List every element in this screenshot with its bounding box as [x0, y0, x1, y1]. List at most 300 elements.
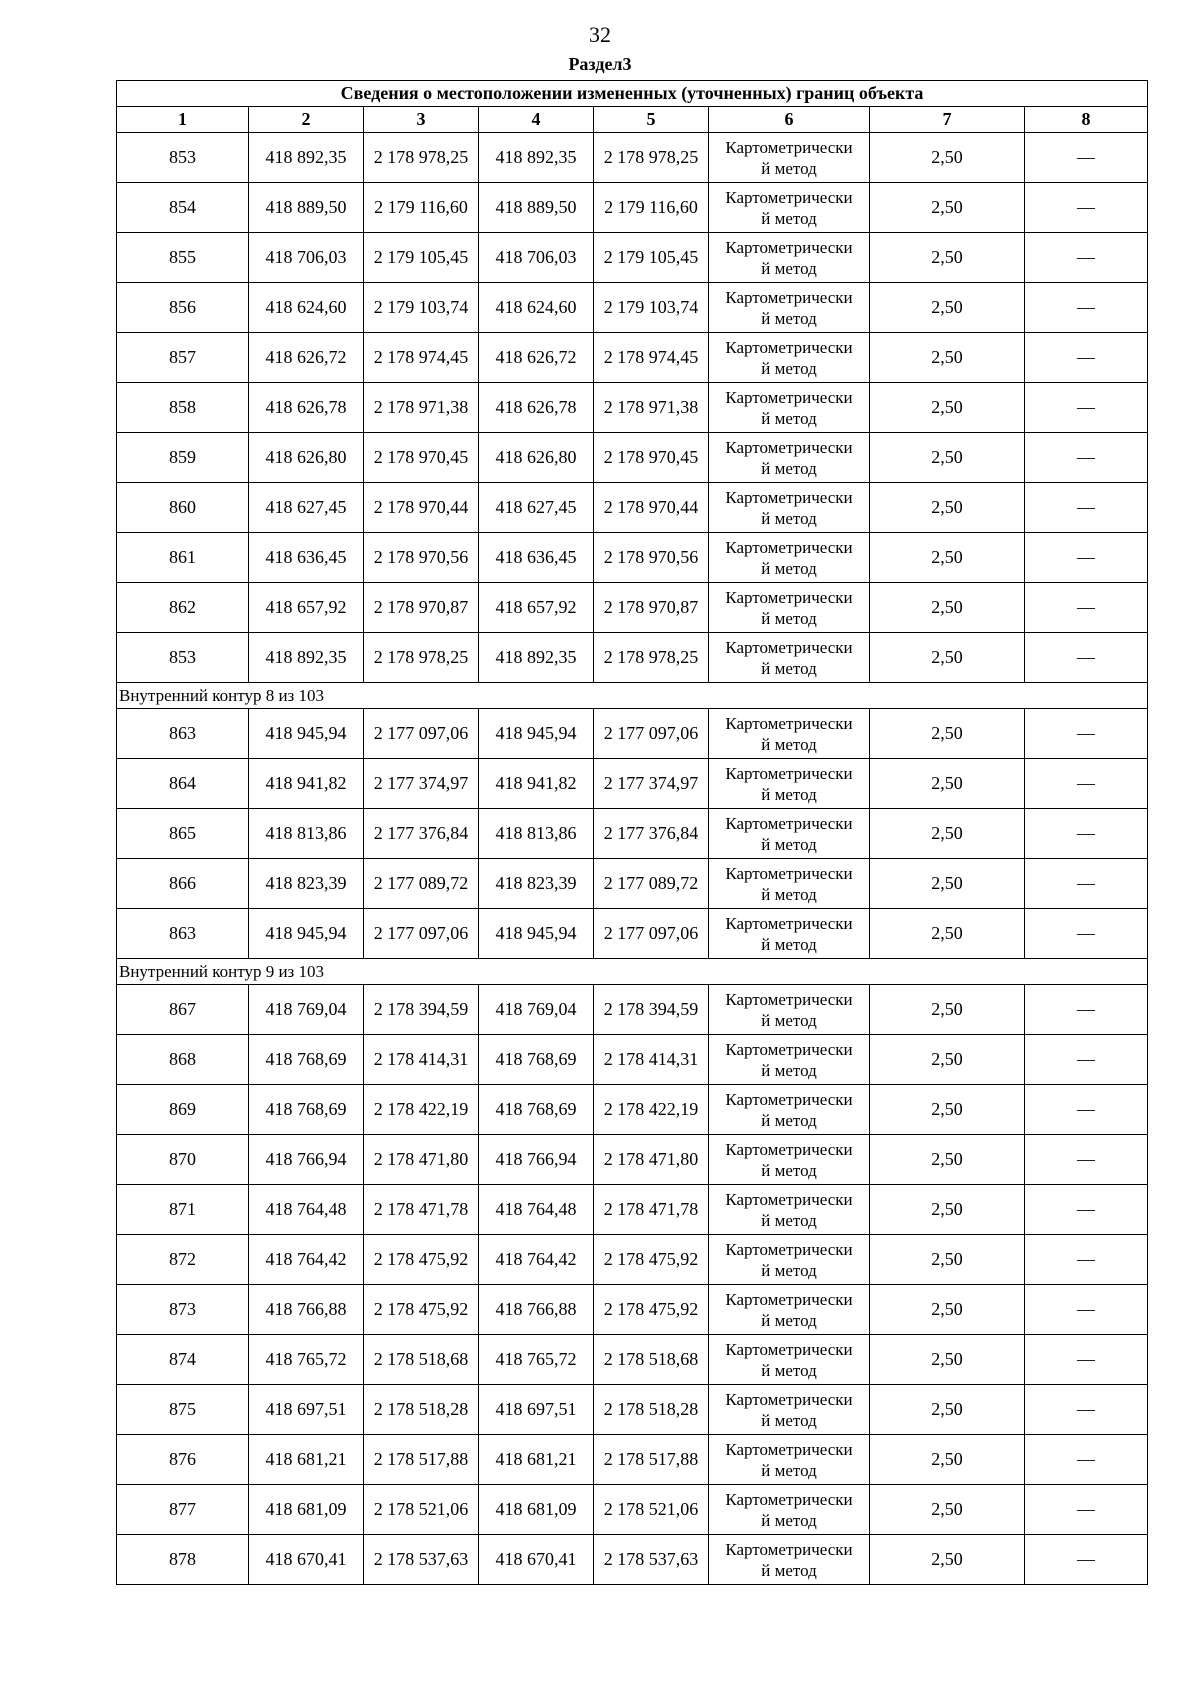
existing-x-cell: 418 697,51	[249, 1385, 364, 1435]
point-number-cell: 862	[117, 583, 249, 633]
accuracy-cell: 2,50	[870, 183, 1025, 233]
refined-x-cell: 418 670,41	[479, 1535, 594, 1585]
column-number: 5	[594, 107, 709, 133]
refined-x-cell: 418 823,39	[479, 859, 594, 909]
method-cell	[709, 233, 870, 283]
method-text-line1: Картометрически	[725, 237, 853, 257]
refined-x-cell: 418 627,45	[479, 483, 594, 533]
method-text-line1: Картометрически	[725, 813, 853, 833]
refined-x-cell: 418 945,94	[479, 909, 594, 959]
existing-y-cell: 2 178 970,56	[364, 533, 479, 583]
existing-x-cell: 418 706,03	[249, 233, 364, 283]
boundary-coordinates-table	[116, 80, 1148, 1585]
method-text-line2: й метод	[761, 884, 817, 904]
refined-y-cell: 2 178 518,28	[594, 1385, 709, 1435]
refined-y-cell: 2 178 422,19	[594, 1085, 709, 1135]
existing-y-cell: 2 178 978,25	[364, 633, 479, 683]
method-cell	[709, 483, 870, 533]
table-row	[117, 809, 1148, 859]
existing-y-cell: 2 178 471,78	[364, 1185, 479, 1235]
accuracy-cell: 2,50	[870, 1085, 1025, 1135]
table-row	[117, 759, 1148, 809]
point-number-cell: 877	[117, 1485, 249, 1535]
refined-x-cell: 418 945,94	[479, 709, 594, 759]
accuracy-cell: 2,50	[870, 533, 1025, 583]
existing-x-cell: 418 670,41	[249, 1535, 364, 1585]
table-row	[117, 483, 1148, 533]
table-row	[117, 333, 1148, 383]
existing-x-cell: 418 657,92	[249, 583, 364, 633]
existing-x-cell: 418 768,69	[249, 1035, 364, 1085]
table-row	[117, 709, 1148, 759]
column-number: 2	[249, 107, 364, 133]
method-text-line2: й метод	[761, 558, 817, 578]
accuracy-cell: 2,50	[870, 583, 1025, 633]
existing-x-cell: 418 892,35	[249, 133, 364, 183]
description-cell: —	[1025, 133, 1148, 183]
point-number-cell: 855	[117, 233, 249, 283]
existing-x-cell: 418 626,72	[249, 333, 364, 383]
accuracy-cell: 2,50	[870, 859, 1025, 909]
point-number-cell: 873	[117, 1285, 249, 1335]
method-text-line2: й метод	[761, 608, 817, 628]
table-row	[117, 633, 1148, 683]
description-cell: —	[1025, 483, 1148, 533]
method-text-line1: Картометрически	[725, 337, 853, 357]
method-text-line1: Картометрически	[725, 989, 853, 1009]
refined-y-cell: 2 178 971,38	[594, 383, 709, 433]
method-text-line2: й метод	[761, 934, 817, 954]
table-row	[117, 1285, 1148, 1335]
table-row	[117, 183, 1148, 233]
method-cell	[709, 283, 870, 333]
existing-y-cell: 2 177 089,72	[364, 859, 479, 909]
table-row	[117, 1035, 1148, 1085]
refined-x-cell: 418 768,69	[479, 1085, 594, 1135]
method-cell	[709, 759, 870, 809]
existing-x-cell: 418 766,88	[249, 1285, 364, 1335]
point-number-cell: 853	[117, 633, 249, 683]
existing-x-cell: 418 889,50	[249, 183, 364, 233]
method-text-line1: Картометрически	[725, 587, 853, 607]
existing-y-cell: 2 177 097,06	[364, 709, 479, 759]
existing-y-cell: 2 178 475,92	[364, 1285, 479, 1335]
method-text-line1: Картометрически	[725, 1439, 853, 1459]
point-number-cell: 868	[117, 1035, 249, 1085]
table-row	[117, 1335, 1148, 1385]
refined-x-cell: 418 626,78	[479, 383, 594, 433]
description-cell: —	[1025, 1335, 1148, 1385]
description-cell: —	[1025, 759, 1148, 809]
refined-x-cell: 418 764,48	[479, 1185, 594, 1235]
existing-y-cell: 2 178 537,63	[364, 1535, 479, 1585]
table-row	[117, 1185, 1148, 1235]
existing-x-cell: 418 636,45	[249, 533, 364, 583]
method-text-line1: Картометрически	[725, 1089, 853, 1109]
contour-label: Внутренний контур 8 из 103	[117, 683, 1148, 709]
method-text-line1: Картометрически	[725, 387, 853, 407]
method-cell	[709, 1235, 870, 1285]
table-caption: Сведения о местоположении измененных (уточненных) границ объекта	[117, 81, 1148, 107]
table-row	[117, 283, 1148, 333]
method-text-line2: й метод	[761, 158, 817, 178]
method-text-line2: й метод	[761, 1260, 817, 1280]
existing-x-cell: 418 823,39	[249, 859, 364, 909]
existing-y-cell: 2 178 521,06	[364, 1485, 479, 1535]
refined-y-cell: 2 178 394,59	[594, 985, 709, 1035]
accuracy-cell: 2,50	[870, 1135, 1025, 1185]
description-cell: —	[1025, 809, 1148, 859]
refined-x-cell: 418 892,35	[479, 133, 594, 183]
method-cell	[709, 1135, 870, 1185]
point-number-cell: 857	[117, 333, 249, 383]
point-number-cell: 861	[117, 533, 249, 583]
method-text-line2: й метод	[761, 308, 817, 328]
existing-y-cell: 2 178 978,25	[364, 133, 479, 183]
method-cell	[709, 1335, 870, 1385]
description-cell: —	[1025, 233, 1148, 283]
accuracy-cell: 2,50	[870, 1535, 1025, 1585]
method-text-line1: Картометрически	[725, 1039, 853, 1059]
point-number-cell: 876	[117, 1435, 249, 1485]
page-number: 32	[589, 22, 611, 47]
refined-y-cell: 2 178 970,56	[594, 533, 709, 583]
column-number: 1	[117, 107, 249, 133]
point-number-cell: 854	[117, 183, 249, 233]
refined-y-cell: 2 178 537,63	[594, 1535, 709, 1585]
method-cell	[709, 1085, 870, 1135]
point-number-cell: 875	[117, 1385, 249, 1435]
accuracy-cell: 2,50	[870, 283, 1025, 333]
existing-x-cell: 418 945,94	[249, 709, 364, 759]
table-row	[117, 1235, 1148, 1285]
column-number: 7	[870, 107, 1025, 133]
method-text-line2: й метод	[761, 1510, 817, 1530]
method-text-line2: й метод	[761, 1010, 817, 1030]
existing-y-cell: 2 178 414,31	[364, 1035, 479, 1085]
refined-x-cell: 418 624,60	[479, 283, 594, 333]
point-number-cell: 864	[117, 759, 249, 809]
description-cell: —	[1025, 1385, 1148, 1435]
refined-y-cell: 2 177 089,72	[594, 859, 709, 909]
existing-x-cell: 418 624,60	[249, 283, 364, 333]
method-text-line1: Картометрически	[725, 1389, 853, 1409]
point-number-cell: 865	[117, 809, 249, 859]
refined-y-cell: 2 178 471,80	[594, 1135, 709, 1185]
method-text-line2: й метод	[761, 1310, 817, 1330]
refined-x-cell: 418 768,69	[479, 1035, 594, 1085]
existing-y-cell: 2 178 518,28	[364, 1385, 479, 1435]
point-number-cell: 870	[117, 1135, 249, 1185]
refined-y-cell: 2 179 116,60	[594, 183, 709, 233]
description-cell: —	[1025, 633, 1148, 683]
refined-y-cell: 2 178 970,45	[594, 433, 709, 483]
refined-y-cell: 2 178 414,31	[594, 1035, 709, 1085]
existing-y-cell: 2 178 971,38	[364, 383, 479, 433]
existing-x-cell: 418 626,80	[249, 433, 364, 483]
existing-y-cell: 2 178 970,44	[364, 483, 479, 533]
existing-y-cell: 2 178 970,87	[364, 583, 479, 633]
refined-x-cell: 418 681,09	[479, 1485, 594, 1535]
existing-x-cell: 418 626,78	[249, 383, 364, 433]
method-cell	[709, 533, 870, 583]
method-text-line1: Картометрически	[725, 913, 853, 933]
method-text-line2: й метод	[761, 1210, 817, 1230]
existing-x-cell: 418 941,82	[249, 759, 364, 809]
description-cell: —	[1025, 183, 1148, 233]
method-text-line1: Картометрически	[725, 137, 853, 157]
contour-label-row	[117, 959, 1148, 985]
column-number: 8	[1025, 107, 1148, 133]
point-number-cell: 863	[117, 909, 249, 959]
refined-y-cell: 2 178 978,25	[594, 133, 709, 183]
method-text-line2: й метод	[761, 1160, 817, 1180]
accuracy-cell: 2,50	[870, 1435, 1025, 1485]
point-number-cell: 872	[117, 1235, 249, 1285]
method-text-line2: й метод	[761, 208, 817, 228]
table-row	[117, 233, 1148, 283]
existing-x-cell: 418 681,21	[249, 1435, 364, 1485]
refined-x-cell: 418 681,21	[479, 1435, 594, 1485]
existing-x-cell: 418 765,72	[249, 1335, 364, 1385]
accuracy-cell: 2,50	[870, 1035, 1025, 1085]
description-cell: —	[1025, 283, 1148, 333]
method-cell	[709, 809, 870, 859]
point-number-cell: 871	[117, 1185, 249, 1235]
method-text-line1: Картометрически	[725, 487, 853, 507]
existing-y-cell: 2 179 105,45	[364, 233, 479, 283]
column-number: 6	[709, 107, 870, 133]
table-row	[117, 1485, 1148, 1535]
existing-y-cell: 2 178 974,45	[364, 333, 479, 383]
method-text-line2: й метод	[761, 734, 817, 754]
accuracy-cell: 2,50	[870, 1185, 1025, 1235]
table-row	[117, 433, 1148, 483]
accuracy-cell: 2,50	[870, 709, 1025, 759]
method-text-line2: й метод	[761, 258, 817, 278]
accuracy-cell: 2,50	[870, 233, 1025, 283]
refined-x-cell: 418 636,45	[479, 533, 594, 583]
method-text-line2: й метод	[761, 834, 817, 854]
accuracy-cell: 2,50	[870, 985, 1025, 1035]
refined-x-cell: 418 769,04	[479, 985, 594, 1035]
method-text-line2: й метод	[761, 1060, 817, 1080]
description-cell: —	[1025, 1035, 1148, 1085]
table-row	[117, 1435, 1148, 1485]
description-cell: —	[1025, 1285, 1148, 1335]
accuracy-cell: 2,50	[870, 1285, 1025, 1335]
point-number-cell: 859	[117, 433, 249, 483]
refined-y-cell: 2 178 517,88	[594, 1435, 709, 1485]
method-text-line1: Картометрически	[725, 1489, 853, 1509]
refined-y-cell: 2 177 376,84	[594, 809, 709, 859]
accuracy-cell: 2,50	[870, 1485, 1025, 1535]
table-row	[117, 1535, 1148, 1585]
description-cell: —	[1025, 583, 1148, 633]
method-text-line2: й метод	[761, 408, 817, 428]
contour-label-row	[117, 683, 1148, 709]
refined-y-cell: 2 178 970,44	[594, 483, 709, 533]
accuracy-cell: 2,50	[870, 433, 1025, 483]
description-cell: —	[1025, 333, 1148, 383]
method-text-line2: й метод	[761, 658, 817, 678]
table-row	[117, 859, 1148, 909]
refined-y-cell: 2 177 374,97	[594, 759, 709, 809]
existing-x-cell: 418 813,86	[249, 809, 364, 859]
existing-x-cell: 418 769,04	[249, 985, 364, 1035]
method-cell	[709, 1485, 870, 1535]
existing-y-cell: 2 178 970,45	[364, 433, 479, 483]
accuracy-cell: 2,50	[870, 133, 1025, 183]
accuracy-cell: 2,50	[870, 333, 1025, 383]
refined-x-cell: 418 892,35	[479, 633, 594, 683]
method-cell	[709, 709, 870, 759]
column-number: 4	[479, 107, 594, 133]
existing-y-cell: 2 177 376,84	[364, 809, 479, 859]
accuracy-cell: 2,50	[870, 1335, 1025, 1385]
method-cell	[709, 433, 870, 483]
method-cell	[709, 985, 870, 1035]
description-cell: —	[1025, 1235, 1148, 1285]
point-number-cell: 874	[117, 1335, 249, 1385]
existing-x-cell: 418 766,94	[249, 1135, 364, 1185]
description-cell: —	[1025, 859, 1148, 909]
existing-y-cell: 2 178 518,68	[364, 1335, 479, 1385]
accuracy-cell: 2,50	[870, 633, 1025, 683]
method-text-line1: Картометрически	[725, 637, 853, 657]
table-row	[117, 583, 1148, 633]
description-cell: —	[1025, 383, 1148, 433]
method-text-line1: Картометрически	[725, 763, 853, 783]
point-number-cell: 869	[117, 1085, 249, 1135]
method-cell	[709, 1385, 870, 1435]
method-text-line1: Картометрически	[725, 1339, 853, 1359]
method-text-line1: Картометрически	[725, 1139, 853, 1159]
existing-x-cell: 418 764,42	[249, 1235, 364, 1285]
existing-y-cell: 2 179 103,74	[364, 283, 479, 333]
description-cell: —	[1025, 533, 1148, 583]
existing-y-cell: 2 178 422,19	[364, 1085, 479, 1135]
existing-x-cell: 418 945,94	[249, 909, 364, 959]
method-cell	[709, 133, 870, 183]
refined-y-cell: 2 178 475,92	[594, 1285, 709, 1335]
method-text-line1: Картометрически	[725, 1289, 853, 1309]
point-number-cell: 856	[117, 283, 249, 333]
refined-y-cell: 2 178 471,78	[594, 1185, 709, 1235]
method-text-line2: й метод	[761, 508, 817, 528]
refined-x-cell: 418 766,88	[479, 1285, 594, 1335]
method-text-line1: Картометрически	[725, 437, 853, 457]
description-cell: —	[1025, 1135, 1148, 1185]
description-cell: —	[1025, 985, 1148, 1035]
refined-y-cell: 2 179 105,45	[594, 233, 709, 283]
accuracy-cell: 2,50	[870, 1235, 1025, 1285]
refined-x-cell: 418 697,51	[479, 1385, 594, 1435]
refined-x-cell: 418 766,94	[479, 1135, 594, 1185]
existing-x-cell: 418 627,45	[249, 483, 364, 533]
point-number-cell: 863	[117, 709, 249, 759]
method-cell	[709, 633, 870, 683]
existing-x-cell: 418 681,09	[249, 1485, 364, 1535]
description-cell: —	[1025, 1085, 1148, 1135]
refined-y-cell: 2 178 978,25	[594, 633, 709, 683]
method-cell	[709, 1035, 870, 1085]
table-row	[117, 1135, 1148, 1185]
method-text-line2: й метод	[761, 458, 817, 478]
method-cell	[709, 383, 870, 433]
refined-y-cell: 2 177 097,06	[594, 709, 709, 759]
refined-x-cell: 418 706,03	[479, 233, 594, 283]
point-number-cell: 853	[117, 133, 249, 183]
method-cell	[709, 333, 870, 383]
description-cell: —	[1025, 433, 1148, 483]
method-text-line1: Картометрически	[725, 1539, 853, 1559]
existing-x-cell: 418 768,69	[249, 1085, 364, 1135]
method-text-line2: й метод	[761, 1460, 817, 1480]
refined-x-cell: 418 626,72	[479, 333, 594, 383]
method-text-line1: Картометрически	[725, 287, 853, 307]
section-title: Раздел3	[568, 54, 632, 74]
existing-y-cell: 2 177 097,06	[364, 909, 479, 959]
method-text-line2: й метод	[761, 1110, 817, 1130]
method-text-line2: й метод	[761, 1410, 817, 1430]
description-cell: —	[1025, 1185, 1148, 1235]
point-number-cell: 860	[117, 483, 249, 533]
existing-y-cell: 2 179 116,60	[364, 183, 479, 233]
existing-y-cell: 2 177 374,97	[364, 759, 479, 809]
existing-x-cell: 418 892,35	[249, 633, 364, 683]
point-number-cell: 866	[117, 859, 249, 909]
method-cell	[709, 1285, 870, 1335]
refined-x-cell: 418 657,92	[479, 583, 594, 633]
refined-y-cell: 2 179 103,74	[594, 283, 709, 333]
refined-x-cell: 418 813,86	[479, 809, 594, 859]
contour-label: Внутренний контур 9 из 103	[117, 959, 1148, 985]
point-number-cell: 867	[117, 985, 249, 1035]
accuracy-cell: 2,50	[870, 759, 1025, 809]
point-number-cell: 878	[117, 1535, 249, 1585]
existing-y-cell: 2 178 471,80	[364, 1135, 479, 1185]
refined-y-cell: 2 178 475,92	[594, 1235, 709, 1285]
point-number-cell: 858	[117, 383, 249, 433]
table-row	[117, 133, 1148, 183]
method-cell	[709, 909, 870, 959]
method-cell	[709, 1535, 870, 1585]
method-cell	[709, 583, 870, 633]
method-text-line1: Картометрически	[725, 187, 853, 207]
refined-y-cell: 2 178 521,06	[594, 1485, 709, 1535]
method-text-line2: й метод	[761, 358, 817, 378]
method-text-line1: Картометрически	[725, 863, 853, 883]
method-cell	[709, 1435, 870, 1485]
description-cell: —	[1025, 709, 1148, 759]
method-text-line1: Картометрически	[725, 537, 853, 557]
method-text-line2: й метод	[761, 1360, 817, 1380]
refined-x-cell: 418 626,80	[479, 433, 594, 483]
table-row	[117, 909, 1148, 959]
accuracy-cell: 2,50	[870, 1385, 1025, 1435]
method-text-line1: Картометрически	[725, 1239, 853, 1259]
method-cell	[709, 183, 870, 233]
table-row	[117, 985, 1148, 1035]
description-cell: —	[1025, 909, 1148, 959]
table-row	[117, 383, 1148, 433]
refined-x-cell: 418 764,42	[479, 1235, 594, 1285]
method-text-line2: й метод	[761, 784, 817, 804]
method-cell	[709, 1185, 870, 1235]
refined-x-cell: 418 889,50	[479, 183, 594, 233]
existing-y-cell: 2 178 475,92	[364, 1235, 479, 1285]
